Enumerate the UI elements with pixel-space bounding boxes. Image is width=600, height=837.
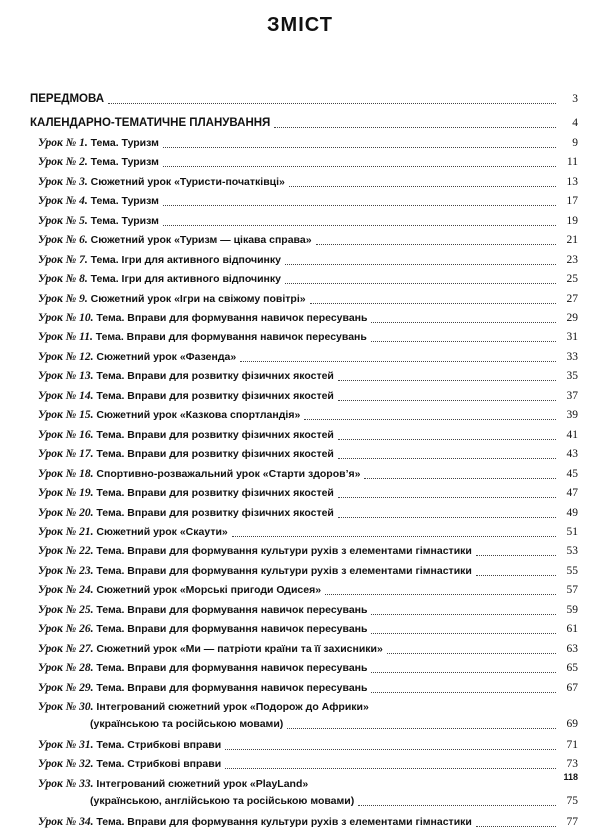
toc-entry-page: 13 (566, 176, 578, 188)
lesson-number: Урок № 20. (38, 507, 94, 519)
toc-entry-page: 73 (566, 758, 578, 770)
toc-entry[interactable] (0, 155, 600, 177)
toc-entry[interactable] (0, 757, 600, 779)
dot-leader (476, 826, 556, 827)
lesson-number: Урок № 5. (38, 215, 88, 227)
lesson-title: Тема. Стрибкові вправи (96, 739, 222, 751)
lesson-title: Тема. Вправи для розвитку фізичних якостей (96, 507, 334, 519)
toc-entry[interactable] (0, 583, 600, 605)
toc-entry[interactable] (0, 194, 600, 216)
toc-entry[interactable] (0, 700, 600, 730)
toc-entry-title (38, 428, 334, 442)
toc-entry-page: 31 (566, 331, 578, 343)
dot-leader (163, 205, 556, 206)
dot-leader (387, 653, 556, 654)
dot-leader (371, 692, 556, 693)
toc-entry-page: 71 (566, 739, 578, 751)
dot-leader (371, 633, 556, 634)
toc-entry[interactable] (0, 408, 600, 430)
toc-entry-title (38, 155, 159, 169)
dot-leader (310, 303, 556, 304)
toc-entry-title (30, 116, 270, 130)
dot-leader (225, 749, 556, 750)
toc-entry-page: 75 (566, 795, 578, 807)
lesson-number: Урок № 12. (38, 351, 94, 363)
dot-leader (338, 400, 556, 401)
dot-leader (287, 728, 556, 729)
toc-entry-subtitle: (українською та російською мовами) (90, 718, 284, 730)
lesson-number: Урок № 2. (38, 156, 88, 168)
dot-leader (285, 264, 556, 265)
toc-entry-page: 49 (566, 507, 578, 519)
toc-entry-title (38, 194, 159, 208)
dot-leader (240, 361, 556, 362)
toc-entry-page: 4 (572, 117, 578, 129)
lesson-number: Урок № 34. (38, 816, 94, 828)
toc-entry-title (38, 389, 334, 403)
toc-entry[interactable] (0, 369, 600, 391)
lesson-number: Урок № 4. (38, 195, 88, 207)
lesson-title: Тема. Вправи для розвитку фізичних якостей (96, 390, 334, 402)
toc-entry[interactable] (0, 272, 600, 294)
toc-entry-title (38, 330, 367, 344)
toc-entry[interactable] (0, 330, 600, 352)
lesson-title: Тема. Вправи для розвитку фізичних якостей (96, 448, 334, 460)
toc-entry-title (38, 467, 360, 481)
lesson-number: Урок № 27. (38, 643, 94, 655)
lesson-title: Тема. Ігри для активного відпочинку (90, 254, 281, 266)
toc-entry-page: 69 (566, 718, 578, 730)
lesson-number: Урок № 13. (38, 370, 94, 382)
lesson-number: Урок № 15. (38, 409, 94, 421)
dot-leader (325, 594, 556, 595)
lesson-number: Урок № 32. (38, 758, 94, 770)
toc-entry-title (38, 738, 221, 752)
lesson-title: Тема. Вправи для формування культури рухів з елементами гімнастики (96, 816, 472, 828)
toc-entry-page: 35 (566, 370, 578, 382)
toc-entry-title (38, 311, 367, 325)
dot-leader (358, 805, 556, 806)
toc-entry-title (38, 777, 308, 791)
toc-entry-page: 25 (566, 273, 578, 285)
toc-entry[interactable] (0, 116, 600, 138)
dot-leader (304, 419, 556, 420)
toc-entry-page: 19 (566, 215, 578, 227)
lesson-number: Урок № 8. (38, 273, 88, 285)
toc-entry-page: 59 (566, 604, 578, 616)
lesson-number: Урок № 14. (38, 390, 94, 402)
page-number: 118 (563, 772, 578, 782)
toc-entry-page: 3 (572, 93, 578, 105)
dot-leader (316, 244, 556, 245)
toc-entry-title (38, 544, 472, 558)
toc-entry-title (38, 408, 300, 422)
dot-leader (163, 225, 556, 226)
toc-entry-page: 61 (566, 623, 578, 635)
toc-entry[interactable] (0, 815, 600, 837)
lesson-title: Тема. Туризм (90, 137, 159, 149)
toc-entry[interactable] (0, 777, 600, 807)
toc-entry-title (38, 603, 367, 617)
toc-entry-page: 33 (566, 351, 578, 363)
toc-entry-subtitle: (українською, англійською та російською мовами) (90, 795, 355, 807)
lesson-title: Тема. Вправи для розвитку фізичних якостей (96, 487, 334, 499)
toc-entry-title (38, 506, 334, 520)
lesson-number: Урок № 33. (38, 778, 94, 790)
lesson-title: Тема. Вправи для формування навичок пересувань (96, 604, 368, 616)
dot-leader (285, 283, 556, 284)
toc-entry-title (38, 136, 159, 150)
dot-leader (476, 555, 556, 556)
toc-section-label: КАЛЕНДАРНО-ТЕМАТИЧНЕ ПЛАНУВАННЯ (30, 117, 271, 129)
toc-entry-title (38, 681, 367, 695)
dot-leader (232, 536, 556, 537)
dot-leader (371, 672, 556, 673)
toc-entry-page: 23 (566, 254, 578, 266)
toc-entry-title (38, 486, 334, 500)
toc-entry[interactable] (0, 622, 600, 644)
toc-entry-page: 65 (566, 662, 578, 674)
toc-entry-page: 11 (566, 156, 578, 168)
toc-entry-page: 51 (566, 526, 578, 538)
dot-leader (338, 458, 556, 459)
toc-entry-page: 55 (566, 565, 578, 577)
lesson-title: Інтегрований сюжетний урок «Подорож до Африки» (96, 701, 369, 713)
toc-entry-title (38, 700, 369, 714)
lesson-number: Урок № 23. (38, 565, 94, 577)
lesson-title: Тема. Вправи для формування культури рухів з елементами гімнастики (96, 565, 472, 577)
lesson-number: Урок № 6. (38, 234, 88, 246)
lesson-title: Тема. Туризм (90, 195, 159, 207)
lesson-number: Урок № 28. (38, 662, 94, 674)
lesson-title: Тема. Вправи для розвитку фізичних якостей (96, 370, 334, 382)
toc-entry-title (38, 583, 321, 597)
dot-leader (338, 439, 556, 440)
toc-entry-title (38, 350, 236, 364)
toc-entry-page: 39 (566, 409, 578, 421)
lesson-title: Тема. Ігри для активного відпочинку (90, 273, 281, 285)
toc-entry[interactable] (0, 233, 600, 255)
toc-entry[interactable] (0, 661, 600, 683)
toc-entry-page: 45 (566, 468, 578, 480)
lesson-number: Урок № 25. (38, 604, 94, 616)
dot-leader (163, 147, 556, 148)
dot-leader (371, 322, 556, 323)
toc-entry-page: 27 (566, 293, 578, 305)
lesson-number: Урок № 26. (38, 623, 94, 635)
toc-entry-title (38, 815, 472, 829)
toc-entry-title (38, 757, 221, 771)
toc-entry-title (38, 447, 334, 461)
dot-leader (371, 614, 556, 615)
lesson-number: Урок № 31. (38, 739, 94, 751)
toc-entry-page: 77 (566, 816, 578, 828)
dot-leader (371, 341, 556, 342)
lesson-title: Спортивно-розважальний урок «Старти здоров’я» (96, 468, 361, 480)
lesson-number: Урок № 11. (38, 331, 93, 343)
toc-entry-title (38, 233, 312, 247)
page-title: ЗМІСТ (267, 14, 333, 36)
toc-entry-page: 41 (566, 429, 578, 441)
lesson-title: Тема. Вправи для формування навичок пересувань (96, 682, 368, 694)
toc-entry[interactable] (0, 544, 600, 566)
toc-entry-page: 43 (566, 448, 578, 460)
toc-entry-page: 29 (566, 312, 578, 324)
toc-entry-title (38, 622, 367, 636)
dot-leader (289, 186, 556, 187)
toc-entry[interactable] (0, 447, 600, 469)
lesson-title: Сюжетний урок «Туризм — цікава справа» (90, 234, 312, 246)
lesson-title: Тема. Вправи для формування навичок пересувань (96, 312, 368, 324)
lesson-number: Урок № 22. (38, 545, 94, 557)
lesson-title: Сюжетний урок «Морські пригоди Одисея» (96, 584, 322, 596)
toc-entry-page: 57 (566, 584, 578, 596)
lesson-title: Сюжетний урок «Фазенда» (96, 351, 237, 363)
toc-entry-page: 9 (572, 137, 578, 149)
lesson-title: Тема. Стрибкові вправи (96, 758, 222, 770)
lesson-title: Сюжетний урок «Ми — патріоти країни та її захисники» (96, 643, 383, 655)
toc-entry-title (30, 92, 104, 106)
lesson-title: Тема. Вправи для формування навичок пересувань (95, 331, 367, 343)
toc-entry-title (38, 253, 281, 267)
lesson-title: Тема. Вправи для формування навичок пересувань (96, 662, 368, 674)
toc-entry[interactable] (0, 92, 600, 114)
lesson-number: Урок № 17. (38, 448, 94, 460)
toc-entry-page: 53 (566, 545, 578, 557)
dot-leader (225, 768, 556, 769)
lesson-number: Урок № 29. (38, 682, 94, 694)
lesson-title: Сюжетний урок «Скаути» (96, 526, 228, 538)
lesson-number: Урок № 19. (38, 487, 94, 499)
dot-leader (364, 478, 556, 479)
toc-entry-title (38, 214, 159, 228)
dot-leader (163, 166, 556, 167)
toc-entry-title (38, 642, 383, 656)
lesson-number: Урок № 18. (38, 468, 94, 480)
toc-entry-page: 17 (566, 195, 578, 207)
toc-entry-page: 21 (566, 234, 578, 246)
lesson-number: Урок № 10. (38, 312, 94, 324)
toc-entry-title (38, 292, 306, 306)
toc-entry-page: 37 (566, 390, 578, 402)
lesson-number: Урок № 16. (38, 429, 94, 441)
dot-leader (274, 127, 556, 128)
dot-leader (338, 497, 556, 498)
dot-leader (476, 575, 556, 576)
lesson-title: Сюжетний урок «Ігри на свіжому повітрі» (90, 293, 306, 305)
lesson-number: Урок № 30. (38, 701, 94, 713)
toc-entry-page: 67 (566, 682, 578, 694)
lesson-title: Тема. Туризм (90, 156, 159, 168)
toc-entry-title (38, 564, 472, 578)
toc-section-label: ПЕРЕДМОВА (30, 93, 105, 105)
lesson-number: Урок № 1. (38, 137, 88, 149)
lesson-number: Урок № 21. (38, 526, 94, 538)
lesson-number: Урок № 24. (38, 584, 94, 596)
lesson-title: Тема. Вправи для розвитку фізичних якостей (96, 429, 334, 441)
lesson-title: Сюжетний урок «Туристи-початківці» (90, 176, 285, 188)
lesson-title: Тема. Туризм (90, 215, 159, 227)
toc-entry-page: 47 (566, 487, 578, 499)
lesson-number: Урок № 7. (38, 254, 88, 266)
toc-entry-title (38, 369, 334, 383)
toc-entry-title (38, 661, 367, 675)
toc-entry-title (38, 272, 281, 286)
lesson-number: Урок № 3. (38, 176, 88, 188)
dot-leader (338, 517, 556, 518)
toc-entry-title (38, 525, 228, 539)
lesson-title: Тема. Вправи для формування навичок пересувань (96, 623, 368, 635)
lesson-title: Сюжетний урок «Казкова спортландія» (96, 409, 301, 421)
lesson-number: Урок № 9. (38, 293, 88, 305)
dot-leader (108, 103, 556, 104)
toc-entry-title (38, 175, 285, 189)
toc-entry-page: 63 (566, 643, 578, 655)
toc-entry[interactable] (0, 486, 600, 508)
lesson-title: Тема. Вправи для формування культури рухів з елементами гімнастики (96, 545, 472, 557)
lesson-title: Інтегрований сюжетний урок «PlayLand» (96, 778, 309, 790)
dot-leader (338, 380, 556, 381)
